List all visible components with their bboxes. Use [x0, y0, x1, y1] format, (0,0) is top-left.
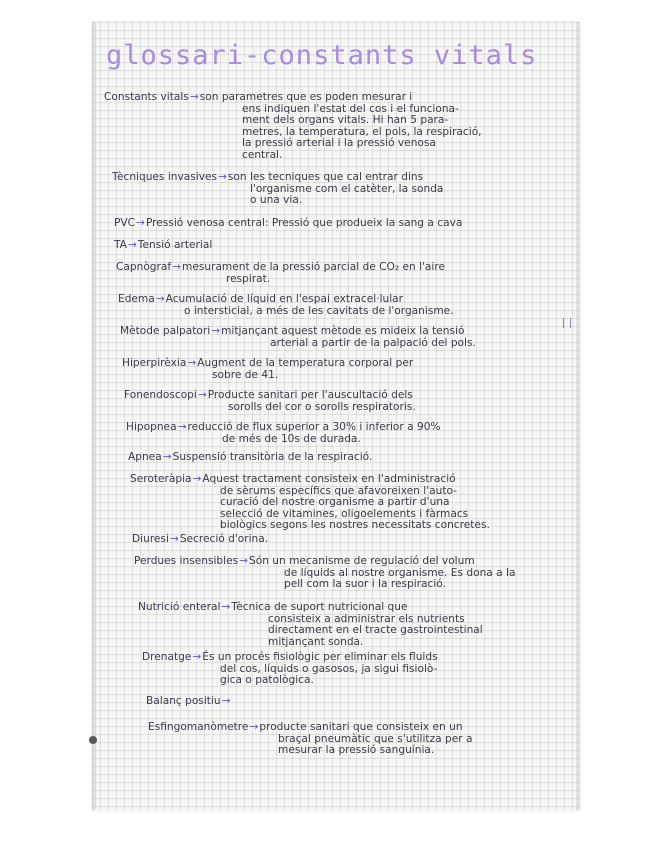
- entry-definition-line: respirat.: [226, 272, 271, 285]
- entry-term: Diuresi: [132, 533, 169, 545]
- entry-definition-line: de sèrums específics que afavoreixen l'auto-: [220, 484, 457, 497]
- glossary-entry-fonendoscopi: [124, 390, 416, 413]
- entry-term: Drenatge: [142, 651, 192, 663]
- entry-definition-line: son parametres que es poden mesurar i: [199, 91, 413, 103]
- entry-definition-line: mesurar la pressió sanguínia.: [278, 744, 435, 757]
- entry-definition-line: la pressió arterial i la pressió venosa: [242, 137, 436, 150]
- entry-definition-line: central.: [242, 148, 283, 161]
- entry-definition-line: selecció de vitamines, oligoelements i fàrmacs: [220, 507, 469, 520]
- glossary-entry-esfingomanometre: [148, 722, 472, 757]
- entry-definition-line: de líquids al nostre organisme. Es dona a la: [284, 566, 516, 579]
- entry-term: Capnògraf: [116, 261, 172, 273]
- entry-term: Constants vitals: [104, 91, 189, 103]
- entry-term: Fonendoscopi: [124, 389, 197, 401]
- glossary-entry-pvc: [114, 218, 462, 230]
- entry-definition-line: Són un mecanisme de regulació del volum: [249, 555, 475, 567]
- glossary-entry-balanc-positiu: [146, 696, 231, 708]
- entry-definition-line: ment dels organs vitals. Hi han 5 para-: [242, 114, 449, 127]
- entry-definition-line: o intersticial, a més de les cavitats de l'organisme.: [184, 304, 454, 317]
- glossary-entry-perdues-insensibles: [134, 556, 515, 591]
- entry-term: Hiperpirèxia: [122, 357, 187, 369]
- sheet-left-edge: [92, 22, 96, 810]
- entry-term: Edema: [118, 293, 155, 305]
- entry-definition-line: del cos, líquids o gasosos, ja sigui fisiolò-: [220, 662, 438, 675]
- glossary-entry-edema: [118, 294, 454, 317]
- entry-definition-line: o una via.: [250, 194, 303, 207]
- arrow-icon: →: [239, 555, 249, 567]
- entry-definition-line: pell com la suor i la respiració.: [284, 578, 446, 591]
- entry-definition-line: arterial a partir de la palpació del pols.: [270, 336, 476, 349]
- entry-definition-line: son les tecniques que cal entrar dins: [227, 171, 424, 183]
- entry-definition-line: consisteix a administrar els nutrients: [268, 612, 465, 625]
- entry-definition-line: Suspensió transitòria de la respiració.: [172, 451, 373, 463]
- entry-definition-line: Tensió arterial: [137, 239, 213, 251]
- entry-definition-line: mesurament de la pressió parcial de CO₂ en l'aire: [182, 261, 446, 273]
- entry-definition-line: curació del nostre organisme a partir d'una: [220, 496, 450, 509]
- entry-term: Apnea: [128, 451, 162, 463]
- arrow-icon: →: [162, 451, 172, 463]
- entry-definition-line: mitjançant aquest mètode es mideix la tensió: [221, 325, 465, 337]
- margin-mark: [563, 318, 571, 328]
- entry-definition-line: Augment de la temperatura corporal per: [197, 357, 414, 369]
- entry-definition-line: Tècnica de suport nutricional que: [231, 601, 408, 613]
- glossary-entry-hipopnea: [126, 422, 441, 445]
- arrow-icon: →: [218, 171, 227, 183]
- entry-definition-line: sorolls del cor o sorolls respiratoris.: [228, 400, 416, 413]
- glossary-entry-ta: [114, 240, 212, 252]
- entry-definition-line: reducció de flux superior a 30% i inferior a 90%: [187, 421, 441, 433]
- glossary-entry-seroterapia: [130, 474, 490, 532]
- entry-definition-line: Aquest tractament consisteix en l'administració: [202, 473, 456, 485]
- glossary-entry-constants-vitals: [104, 92, 482, 162]
- arrow-icon: →: [197, 389, 207, 401]
- arrow-icon: →: [221, 695, 231, 707]
- arrow-icon: →: [136, 217, 145, 229]
- arrow-icon: →: [221, 601, 231, 613]
- entry-definition-line: sobre de 41.: [212, 368, 279, 381]
- page-title: glossari-constants vitals: [106, 40, 538, 71]
- entry-definition-line: de més de 10s de durada.: [222, 432, 361, 445]
- arrow-icon: →: [172, 261, 182, 273]
- entry-definition-line: Pressió venosa central: Pressió que produeix la sang a cava: [145, 217, 463, 229]
- entry-definition-line: Producte sanitari per l'auscultació dels: [207, 389, 413, 401]
- entry-definition-line: l'organisme com el catèter, la sonda: [250, 182, 444, 195]
- entry-term: Hipopnea: [126, 421, 177, 433]
- entry-definition-line: mitjançant sonda.: [268, 635, 364, 648]
- entry-term: Balanç positiu: [146, 695, 221, 707]
- entry-definition-line: ens indiquen l'estat del cos i el funciona-: [242, 102, 459, 115]
- sheet-right-edge: [576, 22, 580, 810]
- entry-term: PVC: [114, 217, 136, 229]
- entry-term: Esfingomanòmetre: [148, 721, 249, 733]
- entry-definition-line: metres, la temperatura, el pols, la respiració,: [242, 125, 482, 138]
- arrow-icon: →: [127, 239, 137, 251]
- entry-definition-line: producte sanitari que consisteix en un: [259, 721, 463, 733]
- entry-term: Perdues insensibles: [134, 555, 239, 567]
- glossary-entry-nutricio-enteral: [138, 602, 483, 648]
- entry-definition-line: gica o patològica.: [220, 674, 314, 687]
- glossary-entry-tecniques-invasives: [112, 172, 443, 207]
- entry-definition-line: biològics segons les nostres necessitats concretes.: [220, 519, 490, 532]
- arrow-icon: →: [192, 473, 202, 485]
- entry-term: Tècniques invasives: [112, 171, 218, 183]
- glossary-entry-metode-palpatori: [120, 326, 476, 349]
- arrow-icon: →: [189, 91, 199, 103]
- arrow-icon: →: [155, 293, 165, 305]
- entry-definition-line: directament en el tracte gastrointestinal: [268, 624, 483, 637]
- punch-hole: [89, 736, 97, 744]
- arrow-icon: →: [187, 357, 197, 369]
- arrow-icon: →: [249, 721, 259, 733]
- entry-term: Nutrició enteral: [138, 601, 221, 613]
- glossary-entry-apnea: [128, 452, 372, 464]
- entry-definition-line: És un procés fisiològic per eliminar els fluids: [202, 651, 438, 663]
- entry-term: Seroteràpia: [130, 473, 192, 485]
- glossary-entry-drenatge: [142, 652, 438, 687]
- arrow-icon: →: [211, 325, 221, 337]
- entry-definition-line: Acumulació de líquid en l'espai extracel·lular: [165, 293, 404, 305]
- entry-definition-line: braçal pneumàtic que s'utilitza per a: [278, 732, 473, 745]
- entry-definition-line: Secreció d'orina.: [179, 533, 269, 545]
- grid-paper-sheet: [92, 22, 580, 810]
- arrow-icon: →: [192, 651, 202, 663]
- glossary-entry-diuresi: [132, 534, 268, 546]
- arrow-icon: →: [177, 421, 187, 433]
- glossary-entry-hiperpirexia: [122, 358, 413, 381]
- entry-term: TA: [114, 239, 127, 251]
- arrow-icon: →: [169, 533, 179, 545]
- entry-term: Mètode palpatori: [120, 325, 211, 337]
- glossary-entry-capnograf: [116, 262, 445, 285]
